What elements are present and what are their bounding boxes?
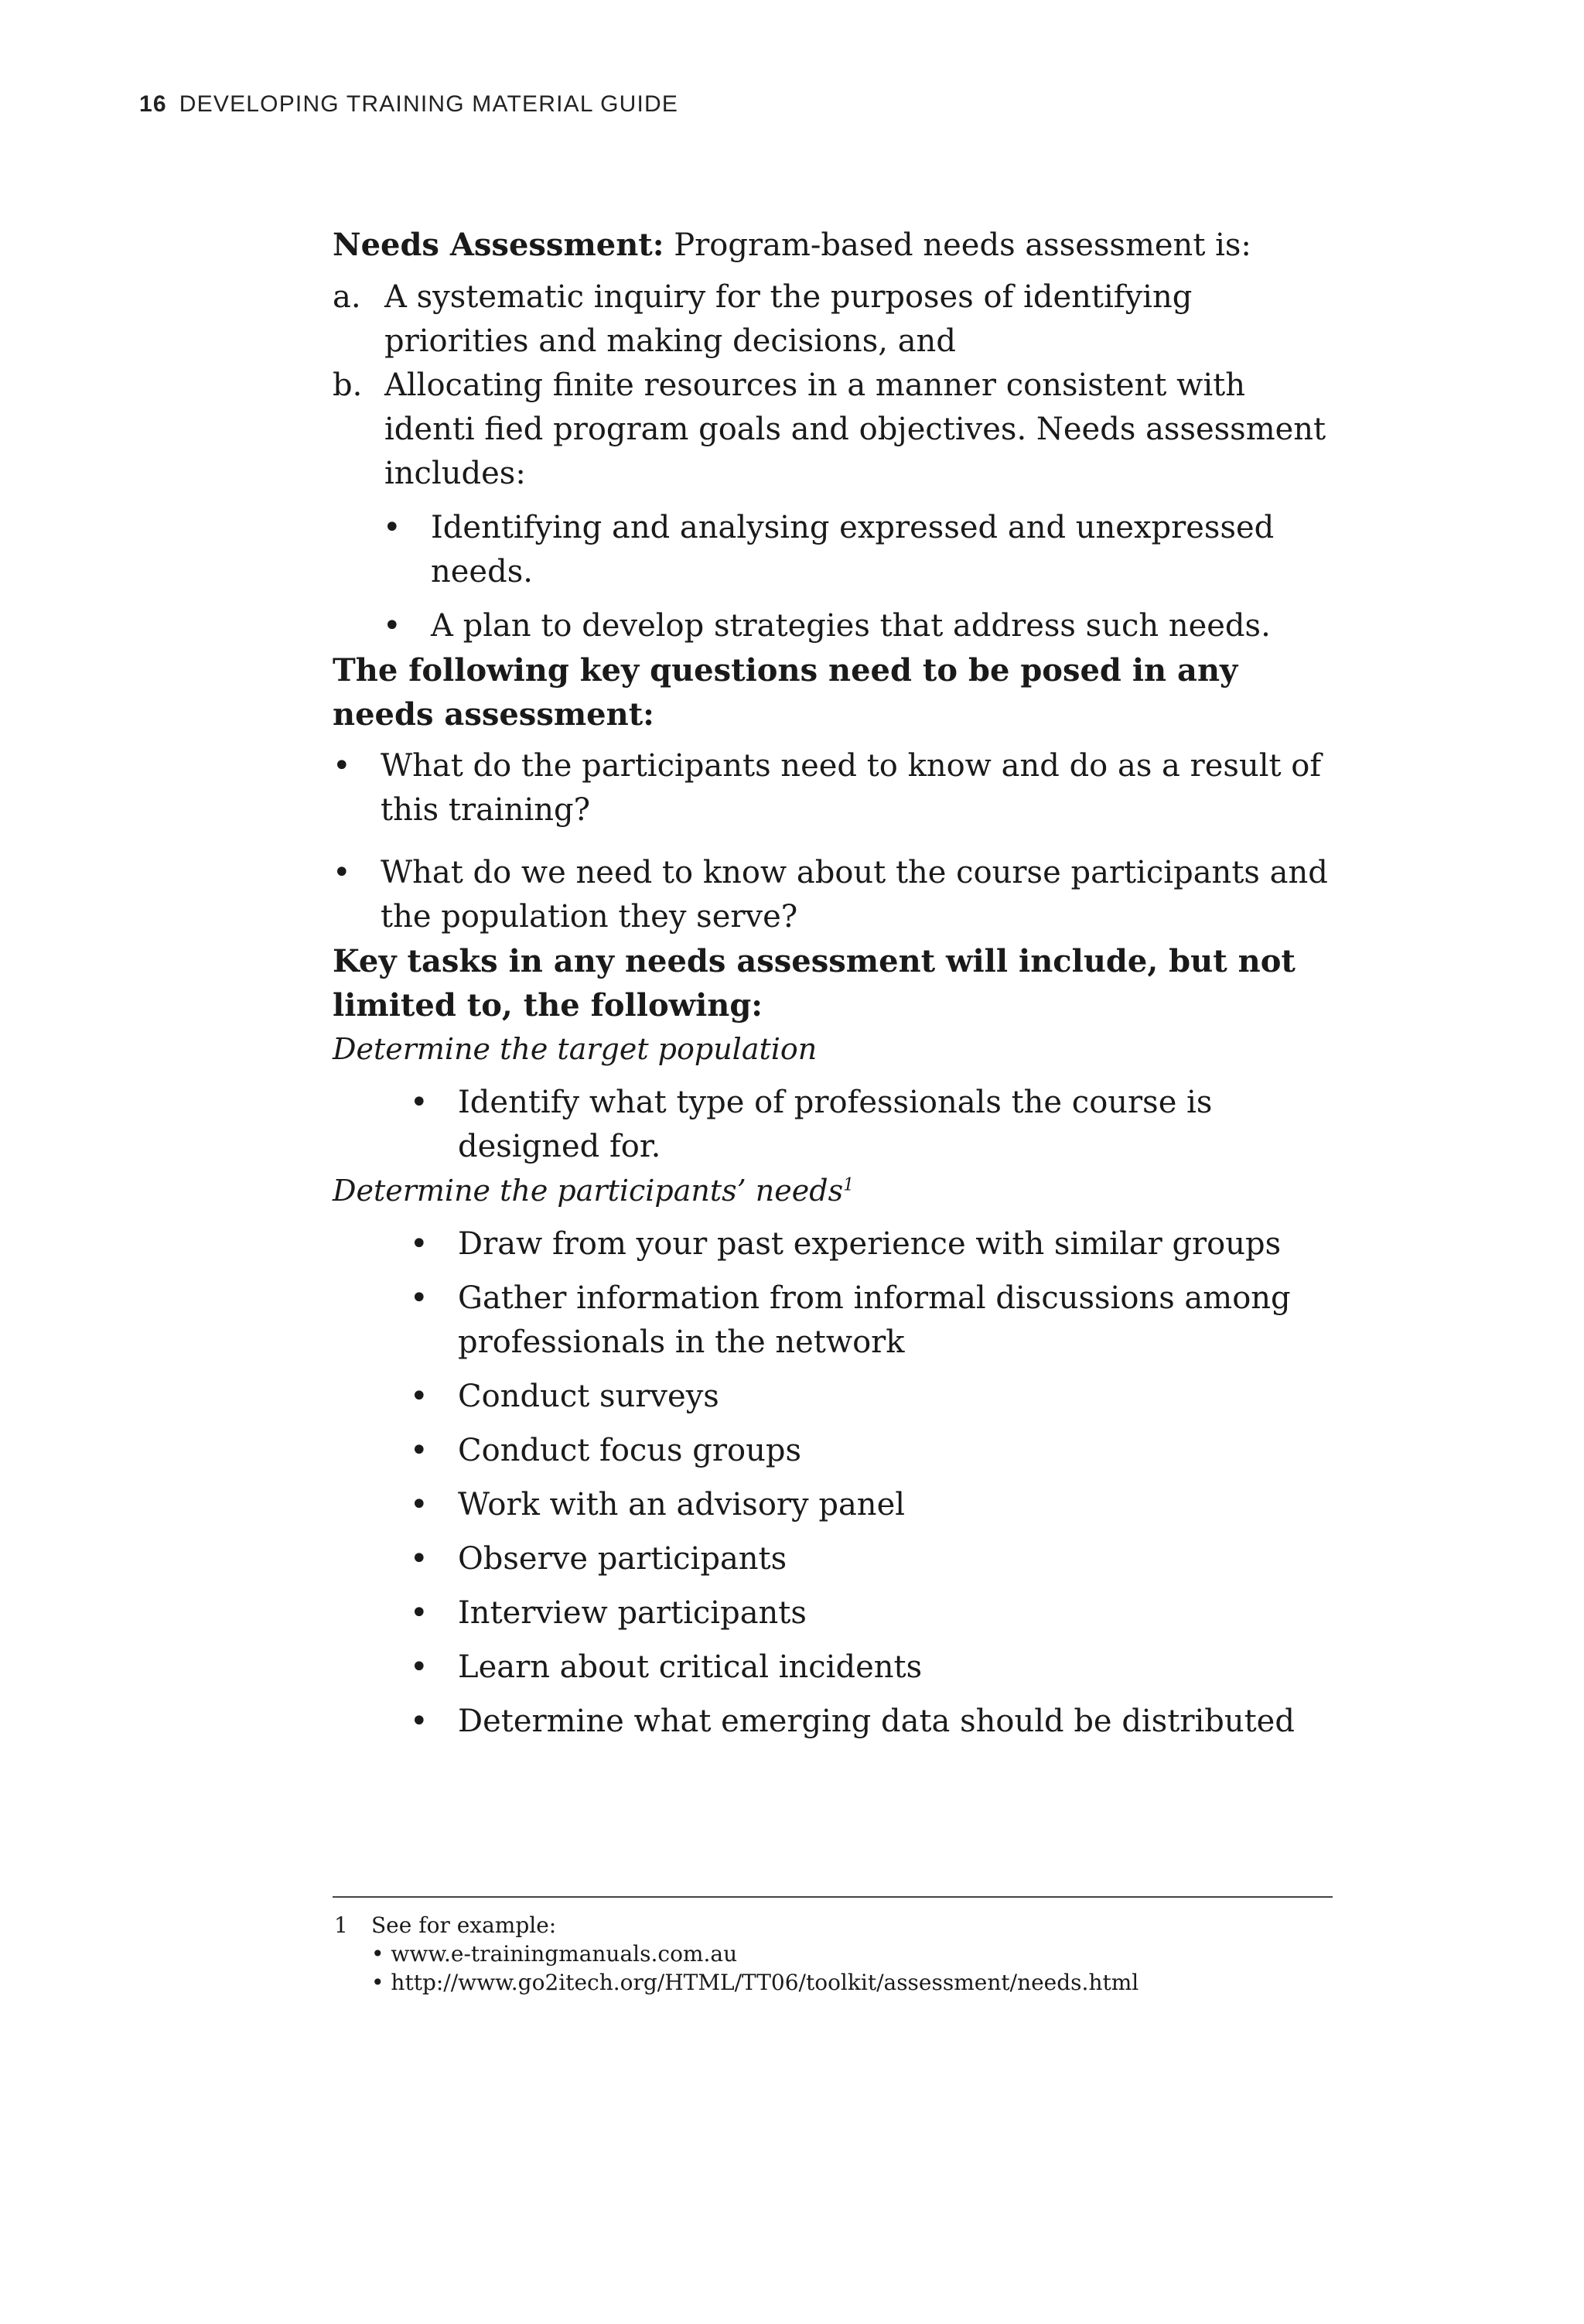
tasks-heading: Key tasks in any needs assessment will include, but not limited to, the following: [333, 943, 1296, 1024]
footnote-link[interactable]: • http://www.go2itech.org/HTML/TT06/toolkit/assessment/needs.html [371, 1970, 1139, 1995]
body-content [333, 223, 1338, 1744]
target-population-heading: Determine the target population [333, 1032, 818, 1066]
footnote-line [334, 1911, 1340, 1940]
list-item: • What do we need to know about the course participants and the population they serve? [333, 851, 1338, 939]
participants-needs-list [410, 1222, 1338, 1744]
list-item: • Draw from your past experience with similar groups [410, 1222, 1338, 1266]
questions-list [333, 744, 1338, 939]
lettered-item [333, 364, 1338, 648]
list-item: • Learn about critical incidents [410, 1646, 1338, 1690]
participants-needs-heading-text: Determine the participants’ needs [333, 1174, 844, 1208]
item-marker: a. [333, 279, 361, 315]
item-text: Allocating finite resources in a manner consistent with identi fied program goals and objectives. Needs assessment includes: [384, 367, 1326, 491]
list-item: • Observe participants [410, 1537, 1338, 1581]
footnote-divider [333, 1896, 1333, 1898]
header-title: DEVELOPING TRAINING MATERIAL GUIDE [179, 91, 679, 117]
questions-heading: The following key questions need to be posed in any needs assessment: [333, 652, 1238, 733]
footnote-intro: See for example: [371, 1912, 557, 1938]
list-item: • Interview participants [410, 1591, 1338, 1635]
list-item: • Conduct focus groups [410, 1429, 1338, 1473]
footnote-link[interactable]: • www.e-trainingmanuals.com.au [371, 1941, 738, 1967]
intro-text: Program-based needs assessment is: [664, 227, 1251, 263]
target-population-list [410, 1081, 1338, 1169]
participants-needs-heading [333, 1169, 1338, 1213]
page-number: 16 [139, 91, 167, 117]
list-item: • What do the participants need to know and do as a result of this training? [333, 744, 1338, 832]
list-item: • Identify what type of professionals the course is designed for. [410, 1081, 1338, 1169]
includes-bullet-list [383, 506, 1338, 648]
list-item: • Conduct surveys [410, 1375, 1338, 1419]
intro-paragraph [333, 223, 1338, 268]
item-text: A systematic inquiry for the purposes of identifying priorities and making decisions, and [384, 279, 1193, 359]
list-item: • Work with an advisory panel [410, 1483, 1338, 1527]
footnote [334, 1911, 1340, 1997]
running-header [139, 91, 678, 118]
footnote-number: 1 [334, 1912, 348, 1938]
intro-label: Needs Assessment: [333, 227, 664, 263]
list-item: • Identifying and analysing expressed and unexpressed needs. [383, 506, 1338, 594]
item-marker: b. [333, 367, 363, 403]
list-item: • Gather information from informal discussions among professionals in the network [410, 1276, 1338, 1365]
lettered-list [333, 275, 1338, 648]
list-item: • A plan to develop strategies that address such needs. [383, 604, 1338, 648]
footnote-reference: 1 [843, 1175, 855, 1195]
lettered-item [333, 275, 1338, 364]
list-item: • Determine what emerging data should be distributed [410, 1700, 1338, 1744]
